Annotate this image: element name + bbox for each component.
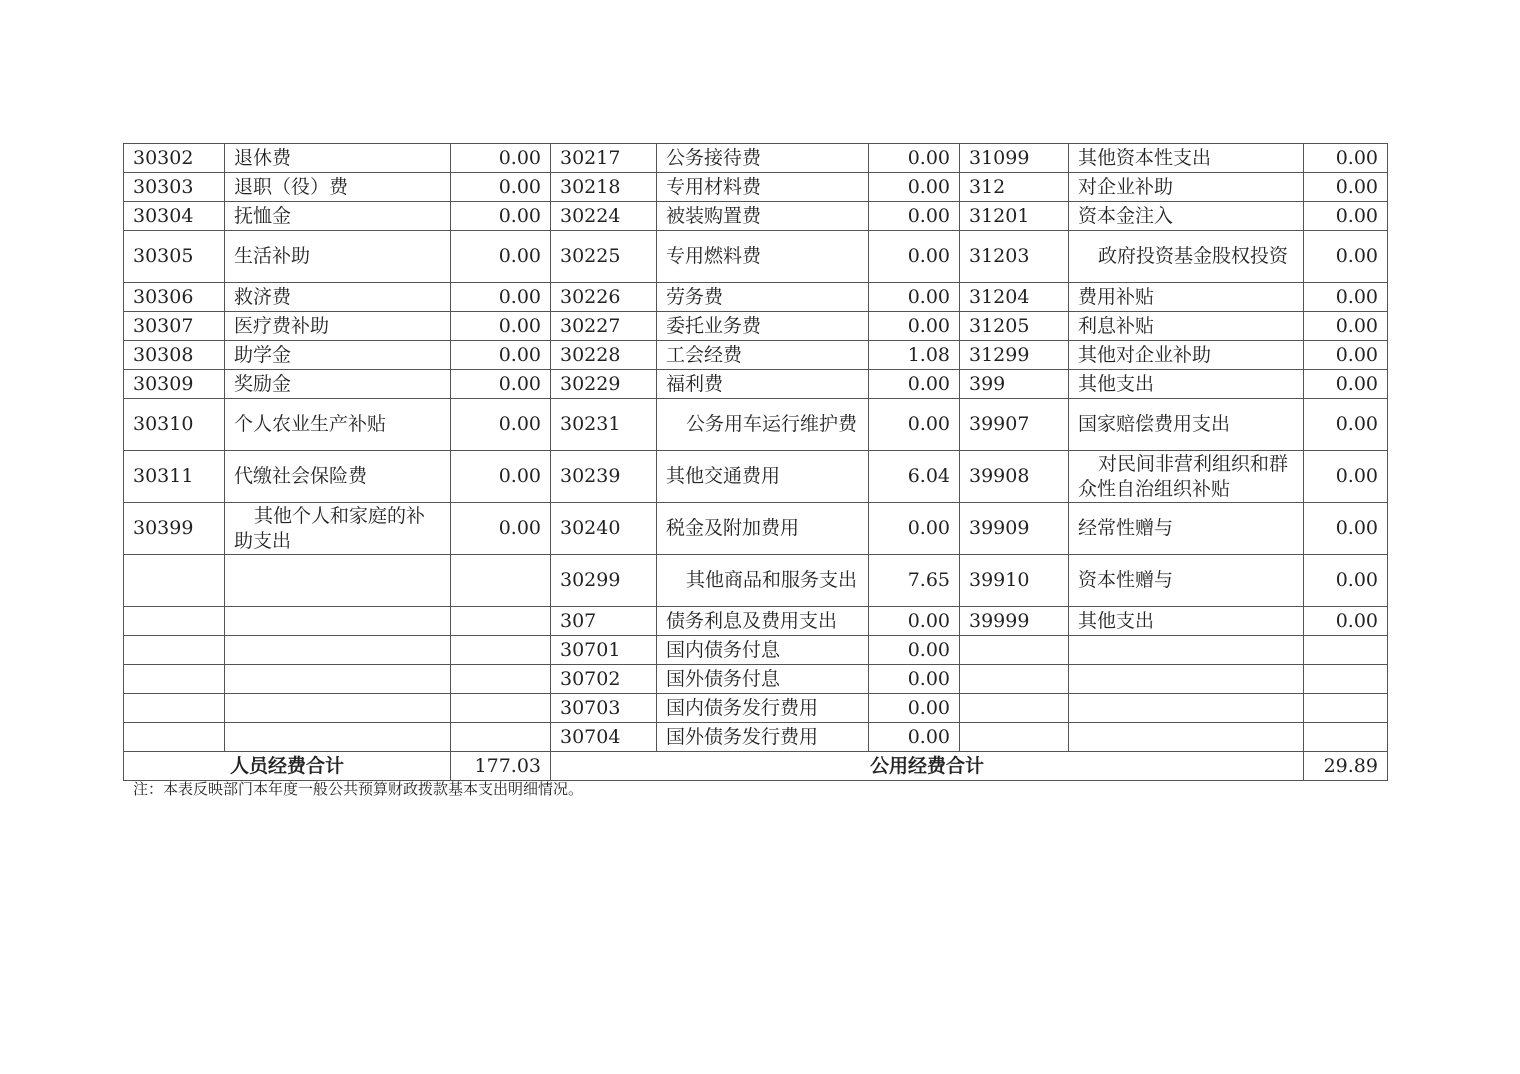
name-cell: 助学金 <box>225 341 451 370</box>
amount-cell: 0.00 <box>869 312 960 341</box>
name-cell <box>225 555 451 607</box>
code-cell: 31201 <box>960 202 1069 231</box>
code-cell: 30309 <box>124 370 225 399</box>
code-cell: 31099 <box>960 144 1069 173</box>
code-cell <box>124 723 225 752</box>
amount-cell: 0.00 <box>869 503 960 555</box>
name-cell: 其他交通费用 <box>657 451 869 503</box>
code-cell: 31204 <box>960 283 1069 312</box>
code-cell: 30702 <box>551 665 657 694</box>
name-cell <box>225 607 451 636</box>
code-cell: 30231 <box>551 399 657 451</box>
code-cell: 30217 <box>551 144 657 173</box>
code-cell <box>960 723 1069 752</box>
code-cell: 39909 <box>960 503 1069 555</box>
amount-cell: 0.00 <box>869 144 960 173</box>
amount-cell: 0.00 <box>1304 370 1388 399</box>
amount-cell: 0.00 <box>869 607 960 636</box>
amount-cell: 7.65 <box>869 555 960 607</box>
name-cell: 医疗费补助 <box>225 312 451 341</box>
table-row <box>124 723 1388 752</box>
name-cell: 公务用车运行维护费 <box>657 399 869 451</box>
amount-cell: 0.00 <box>1304 399 1388 451</box>
amount-cell: 0.00 <box>451 283 551 312</box>
amount-cell: 0.00 <box>869 283 960 312</box>
code-cell: 30224 <box>551 202 657 231</box>
amount-cell: 0.00 <box>1304 283 1388 312</box>
code-cell: 30226 <box>551 283 657 312</box>
table-footnote: 注：本表反映部门本年度一般公共预算财政拨款基本支出明细情况。 <box>133 780 584 798</box>
personnel-total-label: 人员经费合计 <box>124 752 451 781</box>
amount-cell <box>1304 723 1388 752</box>
name-cell: 被装购置费 <box>657 202 869 231</box>
amount-cell <box>451 555 551 607</box>
name-cell: 税金及附加费用 <box>657 503 869 555</box>
name-cell: 工会经费 <box>657 341 869 370</box>
name-cell: 专用燃料费 <box>657 231 869 283</box>
amount-cell <box>451 723 551 752</box>
name-cell: 生活补助 <box>225 231 451 283</box>
amount-cell: 0.00 <box>869 370 960 399</box>
code-cell: 30229 <box>551 370 657 399</box>
table-row <box>124 283 1388 312</box>
amount-cell: 0.00 <box>869 636 960 665</box>
table-row <box>124 341 1388 370</box>
code-cell: 30311 <box>124 451 225 503</box>
code-cell: 39910 <box>960 555 1069 607</box>
table-row <box>124 173 1388 202</box>
amount-cell: 6.04 <box>869 451 960 503</box>
public-total-label: 公用经费合计 <box>551 752 1304 781</box>
code-cell: 31205 <box>960 312 1069 341</box>
amount-cell: 0.00 <box>1304 503 1388 555</box>
code-cell: 30228 <box>551 341 657 370</box>
amount-cell: 0.00 <box>451 231 551 283</box>
code-cell: 30239 <box>551 451 657 503</box>
name-cell: 劳务费 <box>657 283 869 312</box>
name-cell <box>1069 665 1304 694</box>
code-cell: 30701 <box>551 636 657 665</box>
name-cell <box>225 723 451 752</box>
amount-cell: 0.00 <box>1304 607 1388 636</box>
name-cell: 其他个人和家庭的补助支出 <box>225 503 451 555</box>
name-cell: 利息补贴 <box>1069 312 1304 341</box>
amount-cell: 0.00 <box>869 231 960 283</box>
amount-cell: 0.00 <box>1304 144 1388 173</box>
table-row <box>124 555 1388 607</box>
public-total-value: 29.89 <box>1304 752 1388 781</box>
name-cell: 资本金注入 <box>1069 202 1304 231</box>
table-row <box>124 665 1388 694</box>
name-cell: 奖励金 <box>225 370 451 399</box>
name-cell: 代缴社会保险费 <box>225 451 451 503</box>
amount-cell: 0.00 <box>451 370 551 399</box>
code-cell: 30310 <box>124 399 225 451</box>
amount-cell: 0.00 <box>451 503 551 555</box>
code-cell <box>124 555 225 607</box>
table-row <box>124 370 1388 399</box>
amount-cell: 0.00 <box>451 451 551 503</box>
amount-cell: 0.00 <box>869 399 960 451</box>
table-row <box>124 144 1388 173</box>
name-cell: 政府投资基金股权投资 <box>1069 231 1304 283</box>
code-cell: 307 <box>551 607 657 636</box>
name-cell: 其他对企业补助 <box>1069 341 1304 370</box>
code-cell: 30227 <box>551 312 657 341</box>
amount-cell: 0.00 <box>869 694 960 723</box>
amount-cell <box>1304 694 1388 723</box>
code-cell <box>960 694 1069 723</box>
code-cell: 399 <box>960 370 1069 399</box>
code-cell: 30399 <box>124 503 225 555</box>
amount-cell: 0.00 <box>451 399 551 451</box>
name-cell: 其他支出 <box>1069 607 1304 636</box>
name-cell: 退职（役）费 <box>225 173 451 202</box>
code-cell: 39907 <box>960 399 1069 451</box>
code-cell: 30308 <box>124 341 225 370</box>
code-cell: 30704 <box>551 723 657 752</box>
amount-cell: 0.00 <box>451 341 551 370</box>
amount-cell: 0.00 <box>1304 231 1388 283</box>
table-body <box>124 144 1388 752</box>
name-cell: 对民间非营利组织和群众性自治组织补贴 <box>1069 451 1304 503</box>
name-cell: 国内债务付息 <box>657 636 869 665</box>
amount-cell <box>451 694 551 723</box>
table-row <box>124 202 1388 231</box>
name-cell <box>225 665 451 694</box>
code-cell: 30307 <box>124 312 225 341</box>
amount-cell: 0.00 <box>1304 173 1388 202</box>
table-row <box>124 231 1388 283</box>
amount-cell: 0.00 <box>451 202 551 231</box>
table-row <box>124 607 1388 636</box>
code-cell: 30303 <box>124 173 225 202</box>
name-cell <box>225 694 451 723</box>
totals-row <box>124 752 1388 781</box>
code-cell: 30305 <box>124 231 225 283</box>
amount-cell <box>1304 636 1388 665</box>
amount-cell <box>451 607 551 636</box>
table-row <box>124 312 1388 341</box>
name-cell: 其他商品和服务支出 <box>657 555 869 607</box>
code-cell: 31299 <box>960 341 1069 370</box>
name-cell: 其他支出 <box>1069 370 1304 399</box>
table-row <box>124 503 1388 555</box>
code-cell: 30240 <box>551 503 657 555</box>
name-cell: 退休费 <box>225 144 451 173</box>
code-cell <box>124 607 225 636</box>
expenditure-detail-table <box>123 143 1388 781</box>
name-cell: 国家赔偿费用支出 <box>1069 399 1304 451</box>
code-cell: 30225 <box>551 231 657 283</box>
amount-cell <box>1304 665 1388 694</box>
code-cell <box>124 665 225 694</box>
name-cell: 救济费 <box>225 283 451 312</box>
table-row <box>124 399 1388 451</box>
code-cell: 30304 <box>124 202 225 231</box>
name-cell <box>225 636 451 665</box>
amount-cell: 0.00 <box>869 665 960 694</box>
amount-cell: 0.00 <box>451 312 551 341</box>
table-row <box>124 636 1388 665</box>
code-cell <box>960 636 1069 665</box>
name-cell: 费用补贴 <box>1069 283 1304 312</box>
name-cell: 经常性赠与 <box>1069 503 1304 555</box>
name-cell <box>1069 636 1304 665</box>
amount-cell: 0.00 <box>1304 341 1388 370</box>
name-cell: 个人农业生产补贴 <box>225 399 451 451</box>
code-cell: 31203 <box>960 231 1069 283</box>
name-cell: 其他资本性支出 <box>1069 144 1304 173</box>
code-cell: 30218 <box>551 173 657 202</box>
amount-cell: 0.00 <box>869 202 960 231</box>
name-cell: 福利费 <box>657 370 869 399</box>
name-cell: 对企业补助 <box>1069 173 1304 202</box>
code-cell: 312 <box>960 173 1069 202</box>
amount-cell <box>451 636 551 665</box>
name-cell: 抚恤金 <box>225 202 451 231</box>
personnel-total-value: 177.03 <box>451 752 551 781</box>
code-cell <box>124 636 225 665</box>
amount-cell: 0.00 <box>1304 555 1388 607</box>
code-cell: 39999 <box>960 607 1069 636</box>
name-cell: 专用材料费 <box>657 173 869 202</box>
amount-cell: 0.00 <box>869 723 960 752</box>
code-cell <box>960 665 1069 694</box>
name-cell: 债务利息及费用支出 <box>657 607 869 636</box>
name-cell: 国内债务发行费用 <box>657 694 869 723</box>
code-cell: 39908 <box>960 451 1069 503</box>
name-cell: 委托业务费 <box>657 312 869 341</box>
code-cell: 30306 <box>124 283 225 312</box>
amount-cell: 0.00 <box>451 144 551 173</box>
code-cell: 30302 <box>124 144 225 173</box>
table-row <box>124 694 1388 723</box>
name-cell: 国外债务付息 <box>657 665 869 694</box>
amount-cell: 0.00 <box>1304 202 1388 231</box>
name-cell <box>1069 694 1304 723</box>
name-cell <box>1069 723 1304 752</box>
amount-cell: 0.00 <box>869 173 960 202</box>
amount-cell <box>451 665 551 694</box>
code-cell <box>124 694 225 723</box>
amount-cell: 0.00 <box>451 173 551 202</box>
amount-cell: 1.08 <box>869 341 960 370</box>
code-cell: 30703 <box>551 694 657 723</box>
name-cell: 资本性赠与 <box>1069 555 1304 607</box>
amount-cell: 0.00 <box>1304 312 1388 341</box>
amount-cell: 0.00 <box>1304 451 1388 503</box>
table-row <box>124 451 1388 503</box>
name-cell: 公务接待费 <box>657 144 869 173</box>
code-cell: 30299 <box>551 555 657 607</box>
name-cell: 国外债务发行费用 <box>657 723 869 752</box>
